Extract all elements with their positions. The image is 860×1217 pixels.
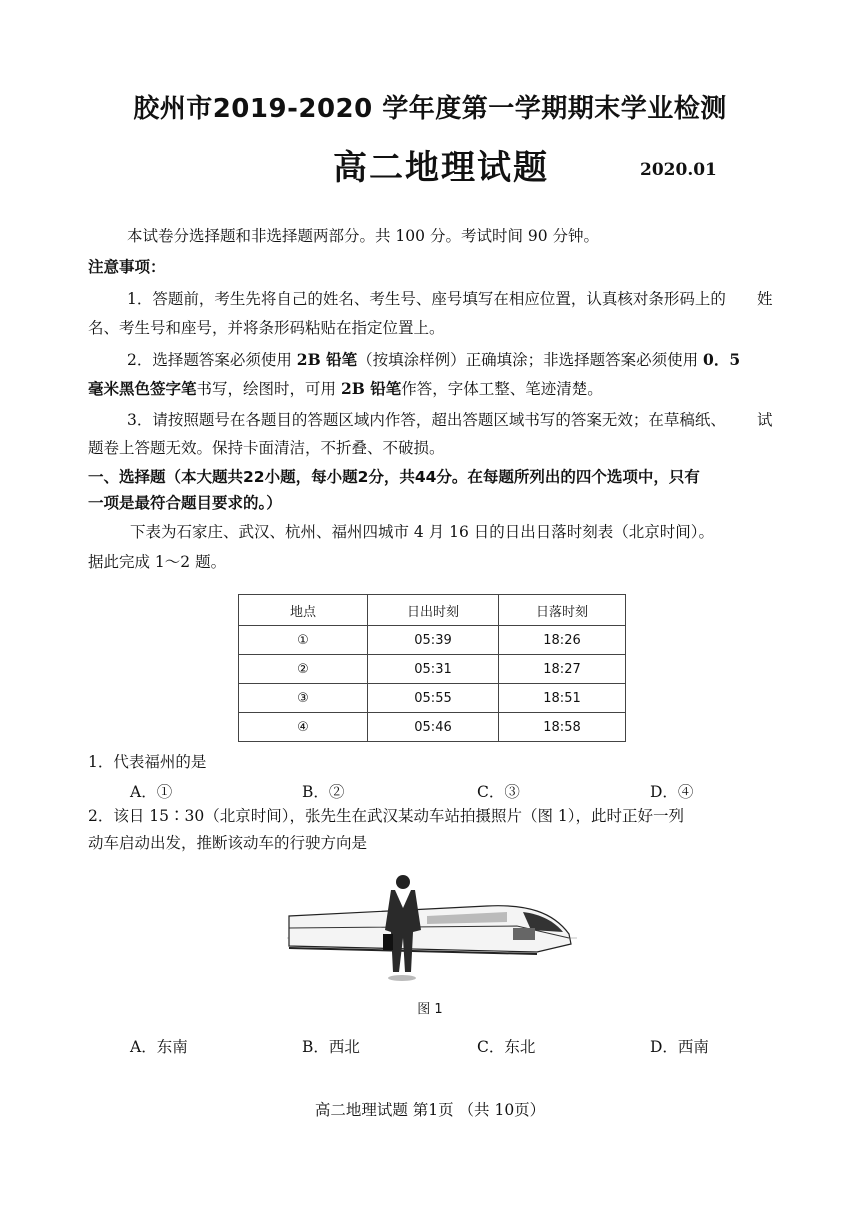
passage-line-2: 据此完成 1～2 题。 xyxy=(88,553,227,571)
table-cell: 05:31 xyxy=(368,655,499,684)
table-cell: ④ xyxy=(239,713,368,742)
table-cell: ③ xyxy=(239,684,368,713)
table-cell: 18:51 xyxy=(499,684,626,713)
passage-line-1: 下表为石家庄、武汉、杭州、福州四城市 4 月 16 日的日出日落时刻表（北京时间）。 xyxy=(130,523,715,541)
question-2-option-c: C．东北 xyxy=(477,1038,536,1056)
table-cell: ① xyxy=(239,626,368,655)
table-cell: 18:58 xyxy=(499,713,626,742)
page-footer: 高二地理试题 第1页 （共 10页） xyxy=(314,1101,546,1119)
table-header: 地点 xyxy=(239,595,368,626)
note-2-pen-size: 0．5 xyxy=(703,350,741,369)
note-2-text-d: 作答，字体工整、笔迹清楚。 xyxy=(401,380,603,398)
question-1-option-a: A．① xyxy=(130,783,173,801)
note-1-line-1: 1．答题前，考生先将自己的姓名、考生号、座号填写在相应位置，认真核对条形码上的 xyxy=(127,290,726,308)
table-header: 日出时刻 xyxy=(368,595,499,626)
table-row xyxy=(239,655,626,684)
table-header: 日落时刻 xyxy=(499,595,626,626)
note-2-pencil: 2B 铅笔 xyxy=(296,350,358,369)
question-2-option-d: D．西南 xyxy=(650,1038,709,1056)
note-2-line-2 xyxy=(88,379,603,399)
note-2-pen: 毫米黑色签字笔 xyxy=(88,380,197,398)
question-2-stem-line-1: 2．该日 15∶30（北京时间），张先生在武汉某动车站拍摄照片（图 1），此时正好一列 xyxy=(88,807,685,825)
table-row xyxy=(239,684,626,713)
note-2-line-1 xyxy=(127,350,740,370)
table-header-row xyxy=(239,595,626,626)
note-3-line-2: 题卷上答题无效。保持卡面清洁，不折叠、不破损。 xyxy=(88,439,445,457)
man-briefcase xyxy=(383,934,393,950)
train-photo-figure xyxy=(287,868,577,990)
intro-text: 本试卷分选择题和非选择题两部分。共 100 分。考试时间 90 分钟。 xyxy=(127,227,600,245)
section-1-heading-line-1: 一、选择题（本大题共22小题，每小题2分，共44分。在每题所列出的四个选项中，只有 xyxy=(88,468,700,486)
notice-heading: 注意事项： xyxy=(88,258,166,276)
note-2-text-a: 2．选择题答案必须使用 xyxy=(127,351,297,369)
table-cell: 05:55 xyxy=(368,684,499,713)
table-cell: 18:26 xyxy=(499,626,626,655)
note-2-text-b: 书写，绘图时，可用 xyxy=(196,380,341,398)
question-1-option-b: B．② xyxy=(302,783,345,801)
table-row xyxy=(239,626,626,655)
question-2-option-a: A．东南 xyxy=(130,1038,188,1056)
section-1-heading-line-2: 一项是最符合题目要求的。） xyxy=(88,494,282,512)
note-3-line-1-tail: 试 xyxy=(757,411,773,429)
note-3-line-1: 3．请按照题号在各题目的答题区域内作答，超出答题区域书写的答案无效；在草稿纸、 xyxy=(127,411,726,429)
question-2-option-b: B．西北 xyxy=(302,1038,360,1056)
question-1-stem: 1．代表福州的是 xyxy=(88,753,207,771)
question-1-option-d: D．④ xyxy=(650,783,694,801)
exam-subtitle: 高二地理试题 xyxy=(333,148,549,188)
man-head xyxy=(396,875,410,889)
man-shadow xyxy=(388,975,416,981)
table-cell: 05:46 xyxy=(368,713,499,742)
note-2-pencil-2: 2B 铅笔 xyxy=(340,379,402,398)
sunrise-sunset-table xyxy=(238,594,626,742)
table-cell: 05:39 xyxy=(368,626,499,655)
question-2-stem-line-2: 动车启动出发，推断该动车的行驶方向是 xyxy=(88,834,368,852)
table-cell: 18:27 xyxy=(499,655,626,684)
note-1-line-1-tail: 姓 xyxy=(757,290,773,308)
train-front-panel xyxy=(513,928,535,940)
exam-date: 2020.01 xyxy=(640,160,717,180)
exam-title: 胶州市2019-2020 学年度第一学期期末学业检测 xyxy=(133,94,727,124)
note-1-line-2: 名、考生号和座号，并将条形码粘贴在指定位置上。 xyxy=(88,319,445,337)
note-2-text-c: （按填涂样例）正确填涂；非选择题答案必须使用 xyxy=(357,351,704,369)
table-row xyxy=(239,713,626,742)
table-cell: ② xyxy=(239,655,368,684)
question-1-option-c: C．③ xyxy=(477,783,520,801)
figure-1-caption: 图 1 xyxy=(417,1002,443,1017)
